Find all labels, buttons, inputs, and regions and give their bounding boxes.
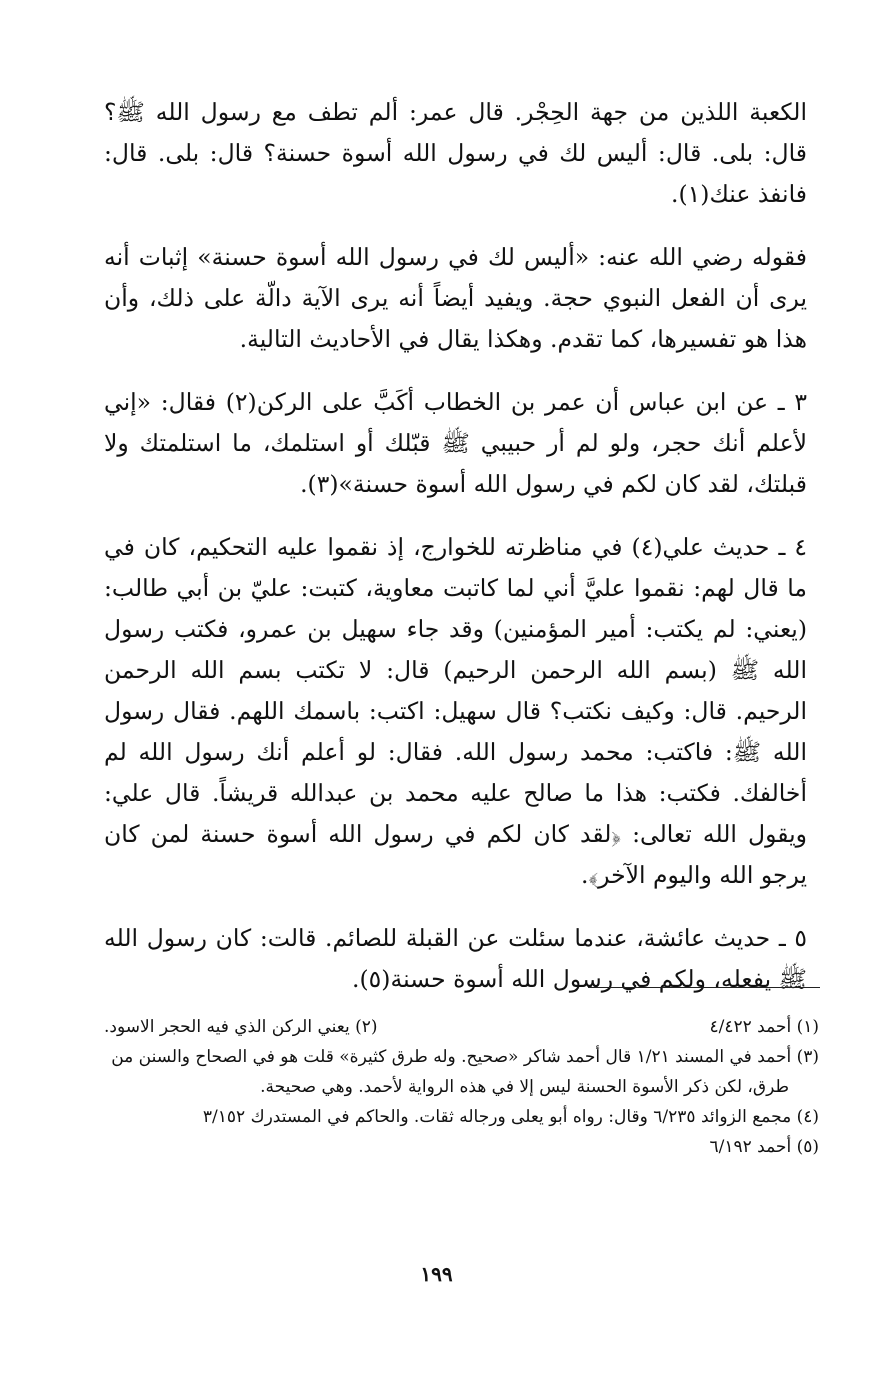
footnote-divider (588, 987, 820, 988)
footnote-row-1-2 (104, 1012, 819, 1042)
paragraph-1: الكعبة اللذين من جهة الحِجْر. قال عمر: ألم تطف مع رسول الله ﷺ؟ قال: بلى. قال: أليس لك في رسول الله أسوة حسنة؟ قال: بلى. قال: فانفذ عنك(١). (104, 98, 807, 208)
paragraph-2: فقوله رضي الله عنه: «أليس لك في رسول الله أسوة حسنة» إثبات أنه يرى أن الفعل النبوي حجة. ويفيد أيضاً أنه يرى الآية دالّة على ذلك، وأن هذا هو تفسيرها، كما تقدم. وهكذا يقال في الأحاديث التالية. (104, 243, 807, 353)
main-text (104, 92, 807, 1022)
page-number: ١٩٩ (420, 1262, 453, 1286)
footnote-4: (٤) مجمع الزوائد ٦/٢٣٥ وقال: رواه أبو يعلى ورجاله ثقات. والحاكم في المستدرك ٣/١٥٢ (202, 1107, 819, 1127)
footnote-5: (٥) أحمد ٦/١٩٢ (709, 1137, 819, 1157)
footnotes (104, 1012, 819, 1162)
paragraph-5: ٥ ـ حديث عائشة، عندما سئلت عن القبلة للصائم. قالت: كان رسول الله ﷺ يفعله، ولكم في رسول الله أسوة حسنة(٥). (104, 924, 807, 993)
footnote-3: (٣) أحمد في المسند ١/٢١ قال أحمد شاكر «صحيح. وله طرق كثيرة» قلت هو في الصحاح والسنن من طرق، لكن ذكر الأسوة الحسنة ليس إلا في هذه الرواية لأحمد. وهي صحيحة. (111, 1047, 819, 1097)
paragraph-3: ٣ ـ عن ابن عباس أن عمر بن الخطاب أكَبَّ على الركن(٢) فقال: «إني لأعلم أنك حجر، ولو لم أر حبيبي ﷺ قبّلك أو استلمك، ما استلمتك ولا قبلتك، لقد كان لكم في رسول الله أسوة حسنة»(٣). (104, 388, 807, 498)
footnote-2: (٢) يعني الركن الذي فيه الحجر الاسود. (104, 1017, 378, 1037)
footnote-1: (١) أحمد ٤/٤٢٢ (709, 1017, 819, 1037)
paragraph-4: ٤ ـ حديث علي(٤) في مناظرته للخوارج، إذ نقموا عليه التحكيم، كان في ما قال لهم: نقموا عليَّ أني لما كاتبت معاوية، كتبت: عليّ بن أبي طالب: (يعني: لم يكتب: أمير المؤمنين) وقد جاء سهيل بن عمرو، فكتب رسول الله ﷺ (بسم الله الرحمن الرحيم) قال: لا تكتب بسم الله الرحمن الرحيم. قال: وكيف نكتب؟ قال سهيل: اكتب: باسمك اللهم. فقال رسول الله ﷺ: فاكتب: محمد رسول الله. فقال: لو أعلم أنك رسول الله لم أخالفك. فكتب: هذا ما صالح عليه محمد بن عبدالله قريشاً. قال علي: ويقول الله تعالى: ﴿لقد كان لكم في رسول الله أسوة حسنة لمن كان يرجو الله واليوم الآخر﴾. (104, 533, 808, 889)
